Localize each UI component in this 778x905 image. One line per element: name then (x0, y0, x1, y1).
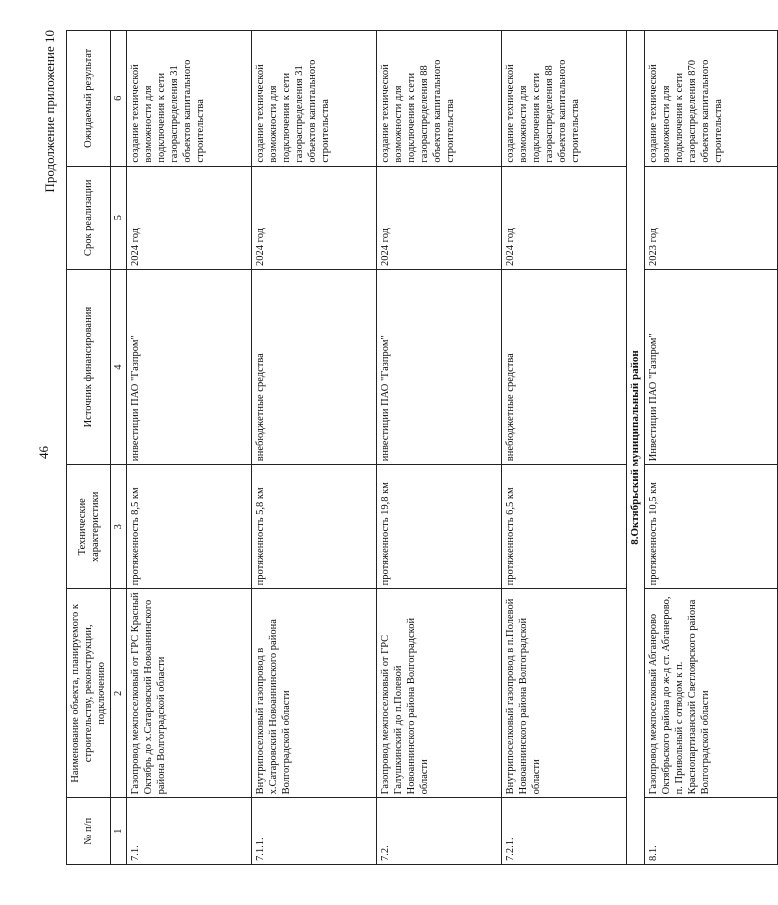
table-row (252, 31, 377, 865)
column-number: 1 (111, 798, 127, 865)
header-cell-source: Источник финансирования (67, 269, 111, 464)
cell-name: Газопровод межпоселковый от ГРС Галушкинский до п.Полевой Новоаннинского района Волгоградской области (377, 589, 502, 798)
cell-source: внебюджетные средства (502, 269, 627, 464)
table-row (645, 31, 778, 865)
cell-tech: протяженность 6,5 км (502, 465, 627, 589)
column-number: 6 (111, 31, 127, 167)
table-row (127, 31, 252, 865)
cell-name: Газопровод межпоселковый Абганерово Октябрьского района до ж-д ст. Абганерово, п. Привольный с отводом к п. Краснопартизанский Светлоярского района Волгоградской области (645, 589, 778, 798)
cell-name: Внутрипоселковый газопровод в х.Сатаровский Новоаннинского района Волгоградской области (252, 589, 377, 798)
cell-num: 7.1.1. (252, 798, 377, 865)
cell-result: создание технической возможности для подключения к сети газораспределения 88 объектов капитального строительства (502, 31, 627, 167)
cell-name: Внутрипоселковый газопровод в п.Полевой Новоаннинского района Волгоградской области (502, 589, 627, 798)
cell-term: 2024 год (127, 166, 252, 269)
column-number: 5 (111, 166, 127, 269)
table-row (377, 31, 502, 865)
cell-result: создание технической возможности для подключения к сети газораспределения 870 объектов капитального строительства (645, 31, 778, 167)
cell-term: 2024 год (502, 166, 627, 269)
cell-term: 2024 год (252, 166, 377, 269)
header-cell-num: № п/п (67, 798, 111, 865)
cell-num: 7.1. (127, 798, 252, 865)
column-number: 3 (111, 465, 127, 589)
cell-tech: протяженность 8,5 км (127, 465, 252, 589)
column-number: 4 (111, 269, 127, 464)
cell-result: создание технической возможности для подключения к сети газораспределения 31 объектов капитального строительства (127, 31, 252, 167)
cell-tech: протяженность 19,8 км (377, 465, 502, 589)
cell-source: Инвестиции ПАО "Газпром" (645, 269, 778, 464)
cell-source: инвестиции ПАО "Газпром" (377, 269, 502, 464)
cell-tech: протяженность 5,8 км (252, 465, 377, 589)
cell-num: 8.1. (645, 798, 778, 865)
objects-table (66, 30, 778, 865)
section-title: 8.Октябрьский муниципальный район (627, 31, 645, 865)
cell-tech: протяженность 10,5 км (645, 465, 778, 589)
cell-term: 2024 год (377, 166, 502, 269)
page-number: 46 (36, 446, 51, 459)
cell-num: 7.2. (377, 798, 502, 865)
column-number-row (111, 31, 127, 865)
cell-result: создание технической возможности для подключения к сети газораспределения 31 объектов капитального строительства (252, 31, 377, 167)
cell-name: Газопровод межпоселковый от ГРС Красный Октябрь до х.Сатаровский Новоаннинского района Волгоградской области (127, 589, 252, 798)
cell-source: инвестиции ПАО "Газпром" (127, 269, 252, 464)
cell-result: создание технической возможности для подключения к сети газораспределения 88 объектов капитального строительства (377, 31, 502, 167)
header-cell-result: Ожидаемый результат (67, 31, 111, 167)
rotated-page (30, 30, 724, 875)
cell-term: 2023 год (645, 166, 778, 269)
section-row (627, 31, 645, 865)
cell-source: внебюджетные средства (252, 269, 377, 464)
header-cell-tech: Технические характеристики (67, 465, 111, 589)
table-header-row (67, 31, 111, 865)
column-number: 2 (111, 589, 127, 798)
header-cell-term: Срок реализации (67, 166, 111, 269)
cell-num: 7.2.1. (502, 798, 627, 865)
table-row (502, 31, 627, 865)
header-cell-name: Наименование объекта, планируемого к строительству, реконструкции, подключению (67, 589, 111, 798)
continuation-label: Продолжение приложение 10 (42, 30, 57, 193)
